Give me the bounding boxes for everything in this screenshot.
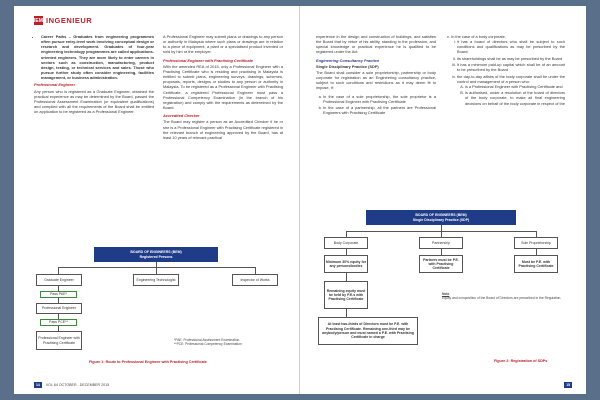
- corp-subitem-b: B. is authorised, under a resolution of the board of directors of the body corporate, to make all final engineering decisions on behalf of the body corporate in respect of the: [465, 90, 565, 105]
- fig2-note-text: Equity and composition of the Board of Directors are prescribed in the Regulation.: [442, 296, 562, 301]
- body-corporate-intro: In the case of a body corporate,: [451, 34, 506, 39]
- fig1-pe-pc-box: Professional Engineer with Practising Certificate: [36, 331, 82, 350]
- right-column-2: c. In the case of a body corporate, i. it has a board of directors who shall be subject to such conditions and qualifications as may be prescribed by the Board; ii. its shareholdings shall be as may be prescribed by the Board iii. it has a minimum paid-up capital which shall be of an amount to be prescribed by the Board iv. the day-to-day affairs of the body corporate shall be under the control and management of a person who: A. is a Professional Engineer with Practising Certificate and B. is authorised, under a resolution of the board of directors of the body corporate, to make all final engineering decisions on behalf of the body corporate in respect of the: [445, 34, 565, 234]
- sdp-paragraph: The Board shall consider a sole proprietorship, partnership or body corporate for registration as an Engineering consultancy practice, subject to such conditions and restrictions as it may deem fit to impose, if:: [316, 69, 436, 91]
- figure-2-diagram: [316, 202, 570, 372]
- fig2-must-pe-box: Must be P.E. with Practising Certificate: [514, 255, 558, 273]
- fig2-header-line1: BOARD OF ENGINEERS (BEM): [415, 213, 467, 218]
- accredited-checker-heading: Accredited Checker: [163, 113, 200, 119]
- fig2-body-corporate-box: Body Corporate: [324, 237, 368, 249]
- corp-item-i: i. it has a board of directors who shall be subject to such conditions and qualifications as may be prescribed by the Board;: [457, 39, 565, 54]
- fig1-pass-pae-box: Pass PAE*: [40, 291, 77, 298]
- corp-item-ii: ii. its shareholdings shall be as may be prescribed by the Board: [457, 56, 565, 61]
- magazine-spread: [14, 6, 586, 394]
- fig1-note-pae: *PAE: Professional Assessment Examination: [174, 338, 240, 342]
- magazine-header: [34, 16, 92, 25]
- right-page-number: 15: [566, 383, 570, 387]
- left-text-columns: [34, 34, 284, 234]
- left-footer: [34, 382, 109, 388]
- pe-plans-paragraph: A Professional Engineer may submit plans or drawings to any person or authority in Malaysia where such plans or drawings are in relation to a piece of equipment, a plant or a specialised product invented or sold by him or the employer.: [163, 34, 283, 55]
- pe-practising-heading: Professional Engineer with Practising Certificate: [163, 57, 253, 63]
- career-paths-bullet: • Career Paths – Graduates from engineering programmes often pursue entry-level work involving conceptual design or research and development. Graduates of four-year engineering technology programmes are called applications-oriented engineers. They are more likely to enter careers in sectors such as construction, manufacturing, product design, testing, or technical services and sales. Those who pursue further study often consider engineering, facilities management, or business administration.: [41, 34, 154, 80]
- fig1-caption: Figure 1: Route to Professional Engineer with Practising Certificate: [89, 360, 207, 364]
- accredited-checker-paragraph: The Board may register a person as an Accredited Checker if he or she is a Professional Engineer with Practising Certificate registered in the relevant branch of engineering approved by the Board, has at least 10 years of relevant practical: [163, 119, 283, 140]
- professional-engineer-paragraph: Any person who is registered as a Graduate Engineer, obtained the practical experience as may be determined by the Board, passed the Professional Assessment Examination (or equivalent qualifications) and complied with all the requirements of the Board shall be entitled on application to be registered as a Professional Engineer.: [34, 88, 154, 115]
- sdp-item-b: b. In the case of a partnership, all the partners are Professional Engineers with Practising Certificate: [323, 105, 436, 115]
- right-footer: [564, 382, 572, 388]
- fig1-header-line1: BOARD OF ENGINEERS (BEM): [130, 250, 182, 255]
- corp-item-iv: iv. the day-to-day affairs of the body corporate shall be under the control and management of a person who: A. is a Professional Engineer with Practising Certificate and B. is authorised, under a resolution of the board of directors of the body corporate, to make all final engineering decisions on behalf of the body corporate in respect of the: [457, 74, 565, 106]
- sdp-item-a: a. In the case of a sole proprietorship, the sole proprietor is a Professional Engineer with Practising Certificate: [323, 94, 436, 104]
- left-page: [14, 6, 300, 394]
- fig2-sole-box: Sole Proprietorship: [514, 237, 558, 249]
- pe-practising-paragraph: With the amended REA of 2015, only a Professional Engineer with a Practising Certificate who is residing and practising in Malaysia is entitled to submit plans, engineering surveys, drawings, schemes, proposals, reports, designs or studies to any person or authority in Malaysia. To be registered as a Professional Engineer with Practising Certificate, a registered Professional Engineer must pass a Professional Competency Examination (in the branch of his registration) and comply with the requirements as determined by the Board.: [163, 63, 283, 111]
- fig2-partnership-box: Partnership: [419, 237, 463, 249]
- experience-paragraph: experience in the design and construction of buildings, and satisfies the Board that by virtue of his ability, standing in the profession, and special knowledge or practical experience he is qualified to be registered under the Act.: [316, 34, 436, 55]
- fig1-notes: [174, 338, 282, 346]
- fig2-min-equity-box: Minimum 30% equity for any persons/bodies: [324, 255, 368, 273]
- iem-logo: IEM: [34, 17, 43, 24]
- left-page-number: 14: [36, 383, 40, 387]
- fig2-note: [442, 292, 562, 300]
- fig1-header-box: [94, 247, 218, 262]
- fig1-pass-pce-box: Pass PCE**: [40, 319, 77, 326]
- fig2-header-box: [366, 210, 516, 225]
- consultancy-heading: Engineering Consultancy Practice: [316, 57, 380, 63]
- fig1-graduate-box: Graduate Engineer: [36, 274, 82, 286]
- fig2-directors-box: At least two-thirds of Directors must be P.E. with Practising Certificate. Remaining one-third may be anybody/person and must named a P.E. with Practising Certificate in charge: [318, 317, 418, 345]
- fig1-pe-box: Professional Engineer: [36, 303, 82, 314]
- fig2-partners-pe-box: Partners must be P.E. with Practising Certificate: [419, 255, 463, 273]
- fig2-caption: Figure 2: Registration of SDPs: [494, 359, 548, 363]
- professional-engineer-heading: Professional Engineer: [34, 82, 76, 88]
- figure-1-diagram: [34, 242, 284, 372]
- fig1-inspector-box: Inspector of Works: [232, 274, 278, 286]
- fig2-note-title: Note: [442, 292, 450, 296]
- fig1-header-line2: Registered Persons: [139, 254, 173, 259]
- corp-item-iii: iii. it has a minimum paid-up capital which shall be of an amount to be prescribed by the Board: [457, 62, 565, 72]
- right-page: [300, 6, 586, 394]
- sdp-subheading: Single Disciplinary Practice (SDP): [316, 63, 379, 69]
- fig1-note-pce: **PCE: Professional Competency Examination: [174, 342, 242, 347]
- left-column-2: [163, 34, 283, 234]
- magazine-title: INGENIEUR: [46, 16, 93, 25]
- fig1-technologist-box: Engineering Technologist: [133, 274, 179, 286]
- corp-subitem-a: A. is a Professional Engineer with Practising Certificate and: [465, 84, 565, 89]
- issue-info: VOL 64 OCTOBER - DECEMBER 2015: [45, 383, 110, 387]
- fig2-header-line2: Single Disciplinary Practice (SDP): [412, 217, 470, 222]
- left-column-1: [34, 34, 154, 234]
- fig2-remaining-box: Remaining equity must be held by P.E.s with Practising Certificate: [324, 281, 368, 309]
